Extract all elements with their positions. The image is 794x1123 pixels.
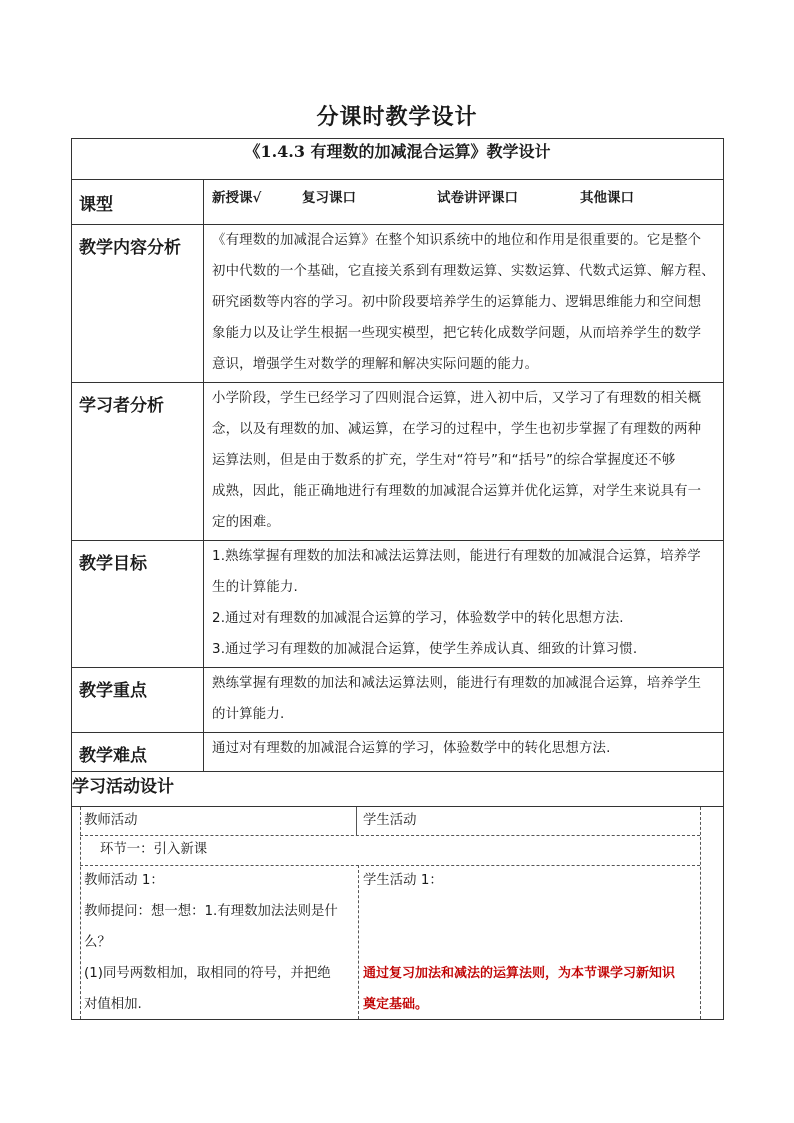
text-line: 运算法则，但是由于数系的扩充，学生对“符号”和“括号”的综合掌握度还不够 (212, 453, 676, 468)
objectives-text (204, 541, 724, 668)
text-line: 念，以及有理数的加、减运算，在学习的过程中，学生也初步掌握了有理数的两种 (212, 422, 702, 437)
page-title: 分课时教学设计 (316, 104, 478, 130)
text-line: 通过对有理数的加减混合运算的学习，体验数学中的转化思想方法. (212, 741, 611, 756)
difficulties-label: 教学难点 (72, 733, 204, 772)
student-activity-header: 学生活动 (363, 813, 417, 828)
text-line: 2.通过对有理数的加减混合运算的学习，体验数学中的转化思想方法. (212, 611, 624, 626)
lesson-design-table (71, 138, 724, 1020)
text-line: 定的困难。 (212, 515, 280, 530)
text-line: 教师提问：想一想：1.有理数加法法则是什 (84, 904, 338, 919)
activity-table (72, 807, 723, 1019)
teacher-activity-label: 教师活动 1： (84, 873, 164, 888)
type-row (72, 180, 724, 225)
text-line: 3.通过学习有理数的加减混合运算，使学生养成认真、细致的计算习惯. (212, 642, 638, 657)
learner-analysis-label: 学习者分析 (72, 383, 204, 541)
type-option-other: 其他课口 (580, 190, 634, 206)
key-points-label: 教学重点 (72, 668, 204, 733)
type-option-new: 新授课√ (212, 190, 262, 206)
text-line: 么？ (84, 935, 111, 950)
type-label: 课型 (72, 180, 204, 225)
activity-row (72, 807, 724, 1020)
text-line: 小学阶段，学生已经学习了四则混合运算，进入初中后，又学习了有理数的相关概 (212, 391, 702, 406)
key-points-row (72, 668, 724, 733)
student-note-line: 奠定基础。 (363, 997, 429, 1012)
student-note-line: 通过复习加法和减法的运算法则，为本节课学习新知识 (363, 966, 676, 981)
type-option-exam-review: 试卷讲评课口 (437, 190, 518, 206)
type-options (212, 180, 723, 206)
text-line: 成熟，因此，能正确地进行有理数的加减混合运算并优化运算，对学生来说具有一 (212, 484, 702, 499)
objectives-row (72, 541, 724, 668)
content-analysis-label: 教学内容分析 (72, 225, 204, 383)
text-line: 《有理数的加减混合运算》在整个知识系统中的地位和作用是很重要的。它是整个 (212, 233, 702, 248)
text-line: 初中代数的一个基础，它直接关系到有理数运算、实数运算、代数式运算、解方程、 (212, 264, 715, 279)
content-analysis-text (204, 225, 724, 383)
objectives-label: 教学目标 (72, 541, 204, 668)
text-line: 对值相加. (84, 997, 142, 1012)
text-line: 生的计算能力. (212, 580, 298, 595)
lesson-title-row (72, 139, 724, 180)
lesson-title: 《1.4.3 有理数的加减混合运算》教学设计 (72, 139, 724, 180)
stage-label: 环节一：引入新课 (100, 842, 208, 857)
teacher-activity-body (80, 865, 359, 1019)
difficulties-row (72, 733, 724, 772)
student-activity-body (360, 865, 703, 1019)
learner-analysis-text (204, 383, 724, 541)
teacher-activity-header: 教师活动 (80, 807, 357, 835)
content-analysis-row (72, 225, 724, 383)
text-line: 象能力以及让学生根据一些现实模型，把它转化成数学问题，从而培养学生的数学 (212, 326, 702, 341)
text-line: 的计算能力. (212, 707, 285, 722)
text-line: 熟练掌握有理数的加法和减法运算法则，能进行有理数的加减混合运算，培养学生 (212, 676, 702, 691)
student-activity-label: 学生活动 1： (363, 873, 443, 888)
activity-title: 学习活动设计 (72, 772, 724, 807)
text-line: 研究函数等内容的学习。初中阶段要培养学生的运算能力、逻辑思维能力和空间想 (212, 295, 702, 310)
text-line: (1)同号两数相加，取相同的符号，并把绝 (84, 966, 331, 981)
text-line: 1.熟练掌握有理数的加法和减法运算法则，能进行有理数的加减混合运算，培养学 (212, 549, 701, 564)
activity-title-row (72, 772, 724, 807)
text-line: 意识，增强学生对数学的理解和解决实际问题的能力。 (212, 357, 539, 372)
type-option-review: 复习课口 (302, 190, 356, 206)
key-points-text (204, 668, 724, 733)
learner-analysis-row (72, 383, 724, 541)
difficulties-text (204, 733, 724, 772)
